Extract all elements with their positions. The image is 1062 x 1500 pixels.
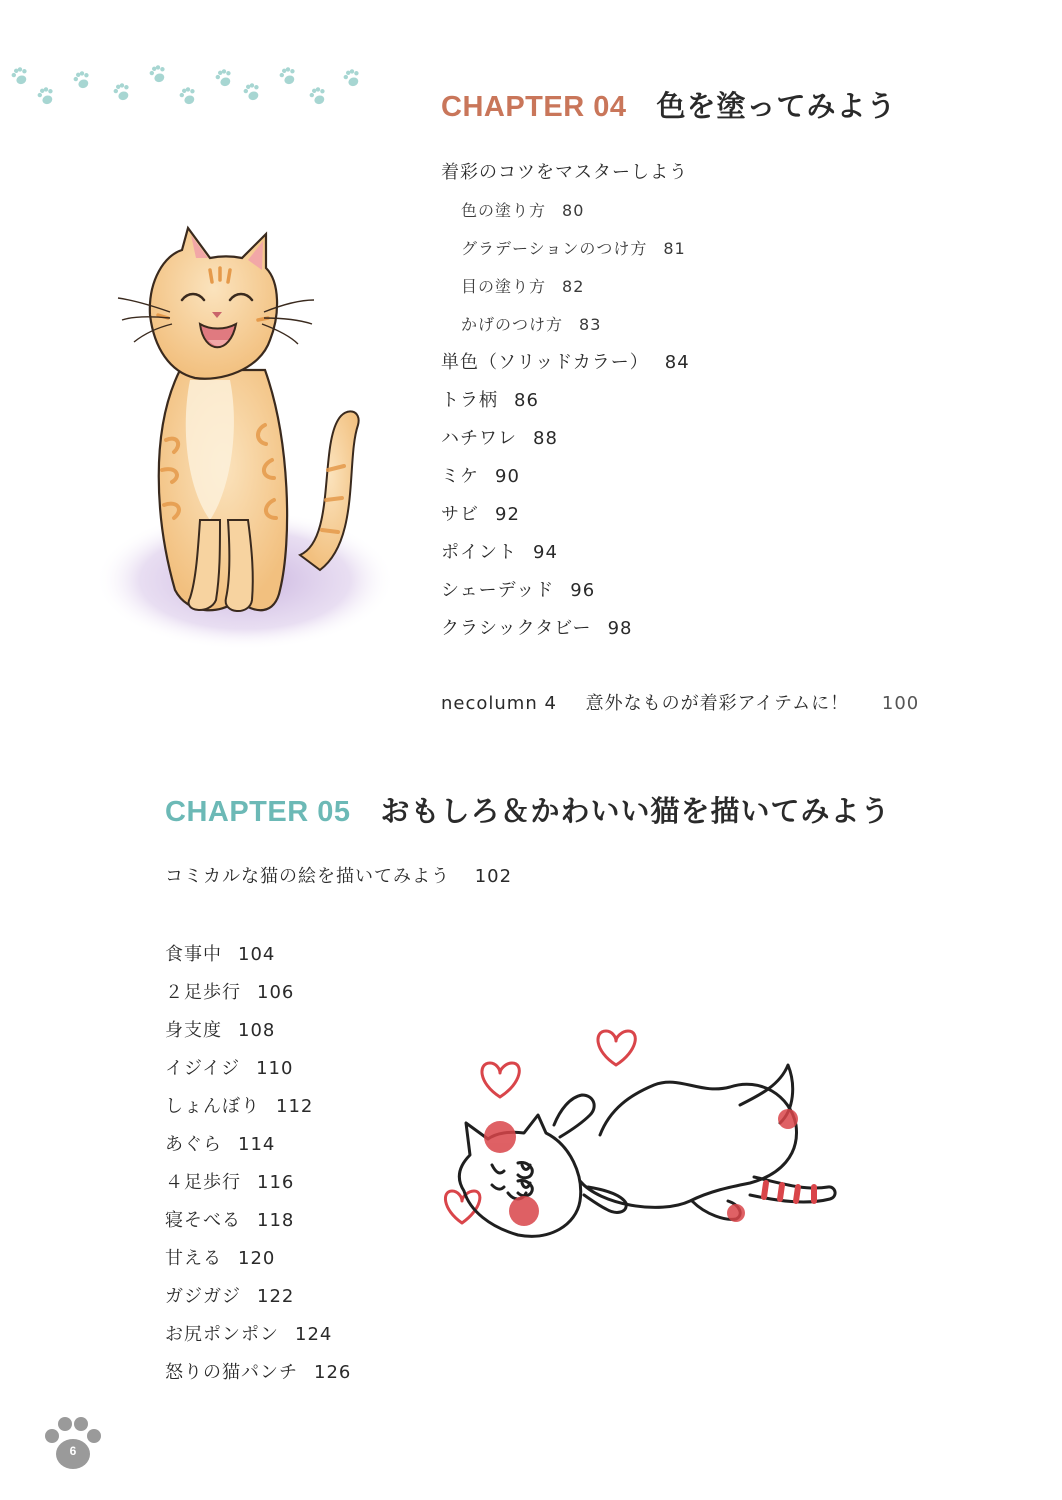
necolumn-title: 意外なものが着彩アイテムに！: [585, 693, 850, 714]
chapter05-intro-page: 102: [474, 866, 513, 887]
toc-entry-page: 110: [256, 1058, 294, 1079]
chapter05-label: CHAPTER 05: [165, 796, 351, 828]
toc-entry-page: 96: [570, 580, 596, 601]
toc-entry-title: お尻ポンポン: [165, 1324, 279, 1345]
toc-entry-title: 甘える: [165, 1248, 222, 1269]
paw-icon: [112, 81, 132, 102]
toc-entry[interactable]: [165, 1126, 351, 1164]
toc-entry[interactable]: [441, 192, 690, 230]
toc-entry-page: 98: [607, 618, 633, 639]
toc-entry-title: しょんぼり: [165, 1096, 260, 1117]
necolumn-label: necolumn 4: [441, 693, 557, 714]
toc-entry[interactable]: [165, 1354, 351, 1392]
toc-entry[interactable]: [441, 610, 690, 648]
toc-entry-page: 112: [276, 1096, 314, 1117]
toc-entry[interactable]: [441, 306, 690, 344]
toc-entry-page: 82: [562, 277, 585, 296]
paw-icon: [178, 85, 198, 106]
toc-entry[interactable]: [441, 458, 690, 496]
toc-entry[interactable]: [441, 154, 690, 192]
toc-entry-title: ４足歩行: [165, 1172, 241, 1193]
toc-entry-page: 94: [533, 542, 558, 563]
toc-entry[interactable]: [165, 1316, 351, 1354]
chapter04-title: 色を塗ってみよう: [656, 89, 897, 123]
paw-icon: [278, 65, 298, 86]
toc-entry-page: 80: [562, 201, 585, 220]
toc-entry-page: 106: [257, 982, 295, 1003]
page-number: 6: [69, 1444, 77, 1458]
heart-icon: [445, 1191, 479, 1223]
toc-entry-page: 83: [579, 315, 602, 334]
toc-entry-page: 90: [495, 466, 520, 487]
toc-entry-page: 124: [295, 1324, 333, 1345]
chapter05-toc: [165, 936, 351, 1392]
toc-entry[interactable]: [441, 420, 690, 458]
paw-icon: [308, 85, 328, 106]
toc-entry-title: ガジガジ: [165, 1286, 241, 1307]
toc-entry[interactable]: [441, 230, 690, 268]
toc-entry[interactable]: [165, 1240, 351, 1278]
heart-icon: [482, 1063, 519, 1097]
toc-entry-page: 86: [514, 390, 539, 411]
paw-icon: [148, 63, 168, 84]
toc-entry-page: 114: [238, 1134, 276, 1155]
chapter04-label: CHAPTER 04: [441, 91, 627, 123]
paw-icon: [342, 67, 362, 88]
toc-entry-title: 寝そべる: [165, 1210, 241, 1231]
paw-icon: [10, 65, 30, 86]
toc-entry[interactable]: [441, 496, 690, 534]
toc-entry[interactable]: [441, 344, 690, 382]
necolumn-entry[interactable]: [441, 689, 919, 715]
toc-entry-title: サビ: [441, 504, 479, 525]
toc-entry-title: 色の塗り方: [461, 201, 547, 220]
toc-entry[interactable]: [165, 1202, 351, 1240]
tabby-cat-illustration: [70, 220, 415, 705]
toc-entry-page: 126: [314, 1362, 352, 1383]
heart-icon: [598, 1031, 635, 1065]
toc-entry-page: 92: [495, 504, 520, 525]
paw-icon: [72, 69, 92, 90]
paw-icon: [40, 1410, 106, 1476]
toc-entry[interactable]: [441, 268, 690, 306]
toc-entry-title: ミケ: [441, 466, 479, 487]
toc-entry[interactable]: [441, 534, 690, 572]
toc-entry-title: 単色（ソリッドカラー）: [441, 352, 649, 373]
paw-icon: [242, 81, 262, 102]
chapter05-intro-entry[interactable]: [165, 862, 512, 888]
page-number-badge: [40, 1410, 106, 1476]
toc-entry-title: 目の塗り方: [461, 277, 547, 296]
toc-entry[interactable]: [441, 572, 690, 610]
toc-entry-title: 身支度: [165, 1020, 222, 1041]
toc-entry[interactable]: [441, 382, 690, 420]
chapter05-intro-text: コミカルな猫の絵を描いてみよう: [165, 866, 450, 887]
toc-entry-title: シェーデッド: [441, 580, 555, 601]
toc-entry[interactable]: [165, 936, 351, 974]
lying-cat-illustration: [430, 1015, 870, 1290]
toc-entry-page: 108: [238, 1020, 276, 1041]
toc-entry-page: 122: [257, 1286, 295, 1307]
chapter05-title: おもしろ＆かわいい猫を描いてみよう: [380, 794, 891, 828]
chapter04-toc: [441, 154, 690, 648]
necolumn-page: 100: [881, 693, 920, 714]
toc-entry[interactable]: [165, 1278, 351, 1316]
toc-entry-title: トラ柄: [441, 390, 498, 411]
toc-entry-title: 食事中: [165, 944, 222, 965]
toc-entry-title: グラデーションのつけ方: [461, 239, 648, 258]
toc-entry[interactable]: [165, 1050, 351, 1088]
toc-entry-title: あぐら: [165, 1134, 222, 1155]
toc-entry-title: 着彩のコツをマスターしよう: [441, 162, 688, 183]
toc-entry[interactable]: [165, 1164, 351, 1202]
toc-entry[interactable]: [165, 974, 351, 1012]
toc-entry-title: かげのつけ方: [461, 315, 564, 334]
toc-entry-title: イジイジ: [165, 1058, 241, 1079]
chapter05-heading: [165, 789, 891, 830]
toc-entry-page: 104: [238, 944, 276, 965]
toc-entry-page: 116: [257, 1172, 295, 1193]
toc-entry-page: 88: [533, 428, 558, 449]
toc-entry[interactable]: [165, 1012, 351, 1050]
toc-entry[interactable]: [165, 1088, 351, 1126]
toc-entry-page: 120: [238, 1248, 276, 1269]
toc-entry-page: 81: [663, 239, 686, 258]
toc-entry-title: ２足歩行: [165, 982, 241, 1003]
paw-icon: [214, 67, 234, 88]
toc-entry-title: クラシックタビー: [441, 618, 592, 639]
chapter04-heading: [441, 84, 897, 125]
toc-entry-page: 84: [664, 352, 690, 373]
toc-entry-title: 怒りの猫パンチ: [165, 1362, 298, 1383]
toc-entry-title: ハチワレ: [441, 428, 517, 449]
toc-entry-page: 118: [257, 1210, 295, 1231]
paw-print-trail: [0, 0, 400, 120]
paw-icon: [36, 85, 56, 106]
toc-entry-title: ポイント: [441, 542, 517, 563]
